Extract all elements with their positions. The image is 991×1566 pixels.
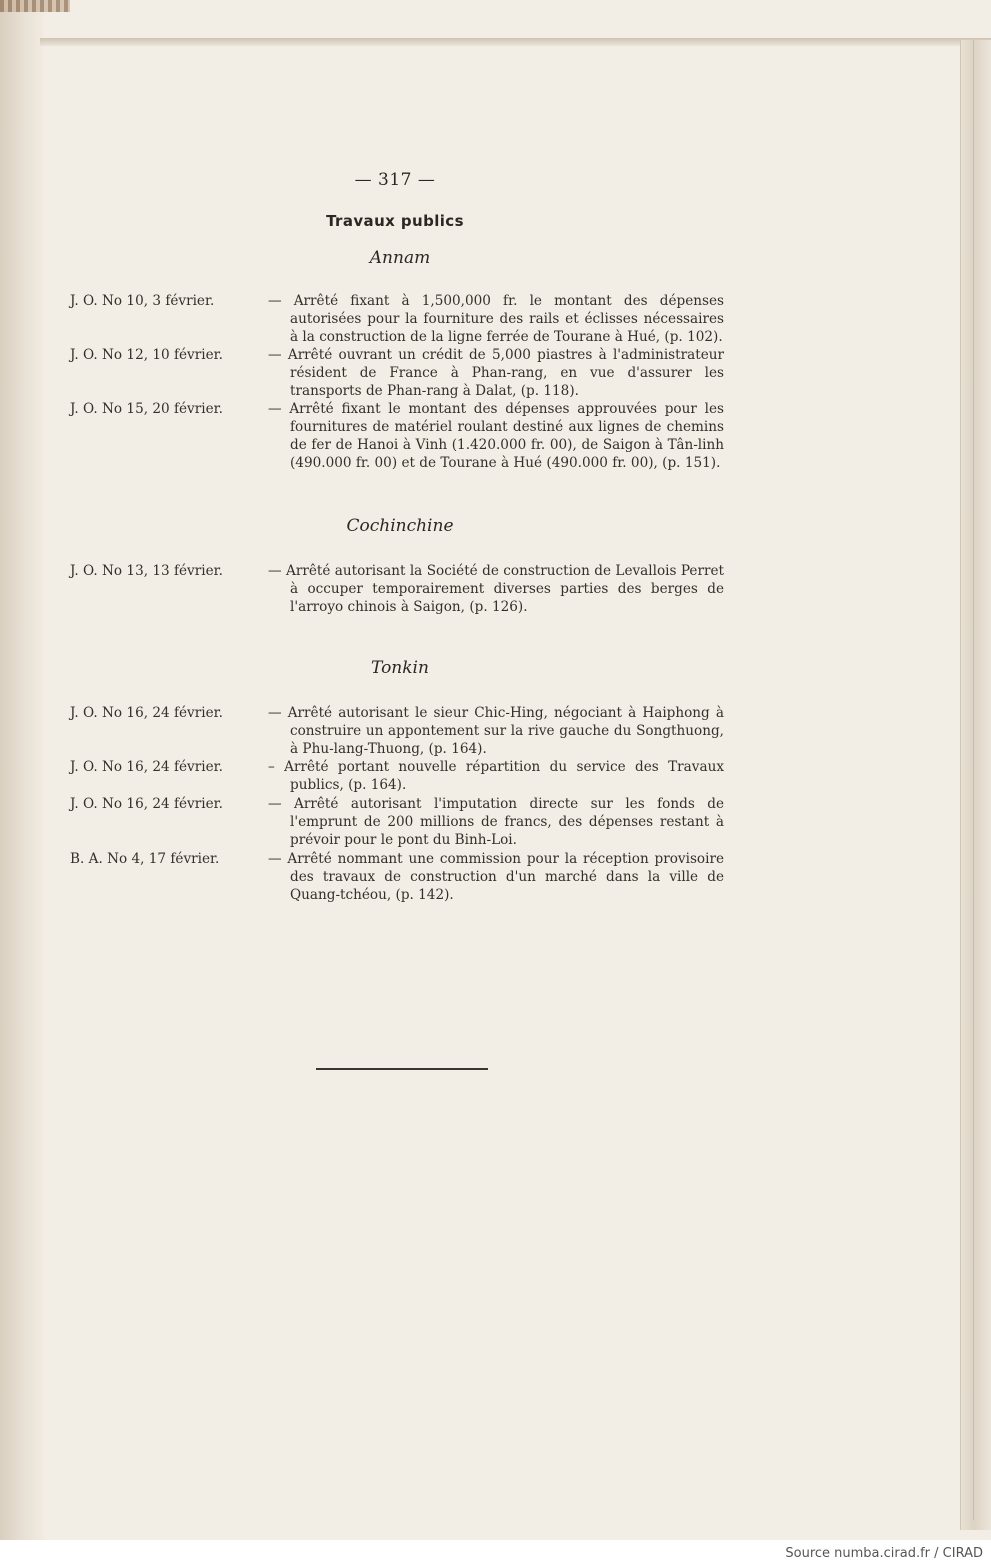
entry-text: — Arrêté ouvrant un crédit de 5,000 piastres à l'administrateur résident de France à Phan-rang, en vue d'assurer les transports de Phan-rang à Dalat, (p. 118). xyxy=(268,347,724,399)
entry-reference: J. O. No 16, 24 février. xyxy=(70,759,223,775)
closing-rule xyxy=(316,1068,488,1070)
entry-reference: J. O. No 12, 10 février. xyxy=(70,347,223,363)
entry-reference: J. O. No 10, 3 février. xyxy=(70,293,215,309)
entry-reference: J. O. No 16, 24 février. xyxy=(70,705,223,721)
region-heading-annam: Annam xyxy=(369,248,431,268)
entry-reference: J. O. No 13, 13 février. xyxy=(70,563,223,579)
entry-reference: J. O. No 16, 24 février. xyxy=(70,796,223,812)
entry-text: – Arrêté portant nouvelle répartition du service des Travaux publics, (p. 164). xyxy=(268,759,724,793)
entry-text: — Arrêté autorisant la Société de construction de Levallois Perret à occuper temporairement diverses parties des berges de l'arroyo chinois à Saigon, (p. 126). xyxy=(268,563,724,615)
entry-reference: B. A. No 4, 17 février. xyxy=(70,851,220,867)
page-right-edge-line xyxy=(973,40,974,1520)
page-right-edge xyxy=(960,40,991,1530)
region-heading-cochinchine: Cochinchine xyxy=(346,516,454,536)
entry-text: — Arrêté fixant le montant des dépenses approuvées pour les fournitures de matériel roulant destiné aux lignes de chemins de fer de Hanoi à Vinh (1.420.000 fr. 00), de Saigon à Tân-linh (490.000 fr. 00) et de Tourane à Hué (490.000 fr. 00), (p. 151). xyxy=(268,401,724,471)
entry-text: — Arrêté autorisant le sieur Chic-Hing, négociant à Haiphong à construire un appontement sur la rive gauche du Songthuong, à Phu-lang-Thuong, (p. 164). xyxy=(268,705,724,757)
region-heading-tonkin: Tonkin xyxy=(371,658,429,678)
source-credit[interactable]: Source numba.cirad.fr / CIRAD xyxy=(785,1546,983,1561)
section-title: Travaux publics xyxy=(326,212,464,230)
binding-thread xyxy=(0,0,70,12)
entry-reference: J. O. No 15, 20 février. xyxy=(70,401,223,417)
page-top-edge xyxy=(40,38,991,46)
entry-text: — Arrêté fixant à 1,500,000 fr. le montant des dépenses autorisées pour la fourniture des rails et éclisses nécessaires à la construction de la ligne ferrée de Tourane à Hué, (p. 102). xyxy=(268,293,724,345)
entry-text: — Arrêté nommant une commission pour la réception provisoire des travaux de construction d'un marché dans la ville de Quang-tchéou, (p. 142). xyxy=(268,851,724,903)
entry-text: — Arrêté autorisant l'imputation directe sur les fonds de l'emprunt de 200 millions de francs, des dépenses restant à prévoir pour le pont du Binh-Loi. xyxy=(268,796,724,848)
book-spine-shadow xyxy=(0,0,44,1566)
page-number: — 317 — xyxy=(354,170,436,190)
